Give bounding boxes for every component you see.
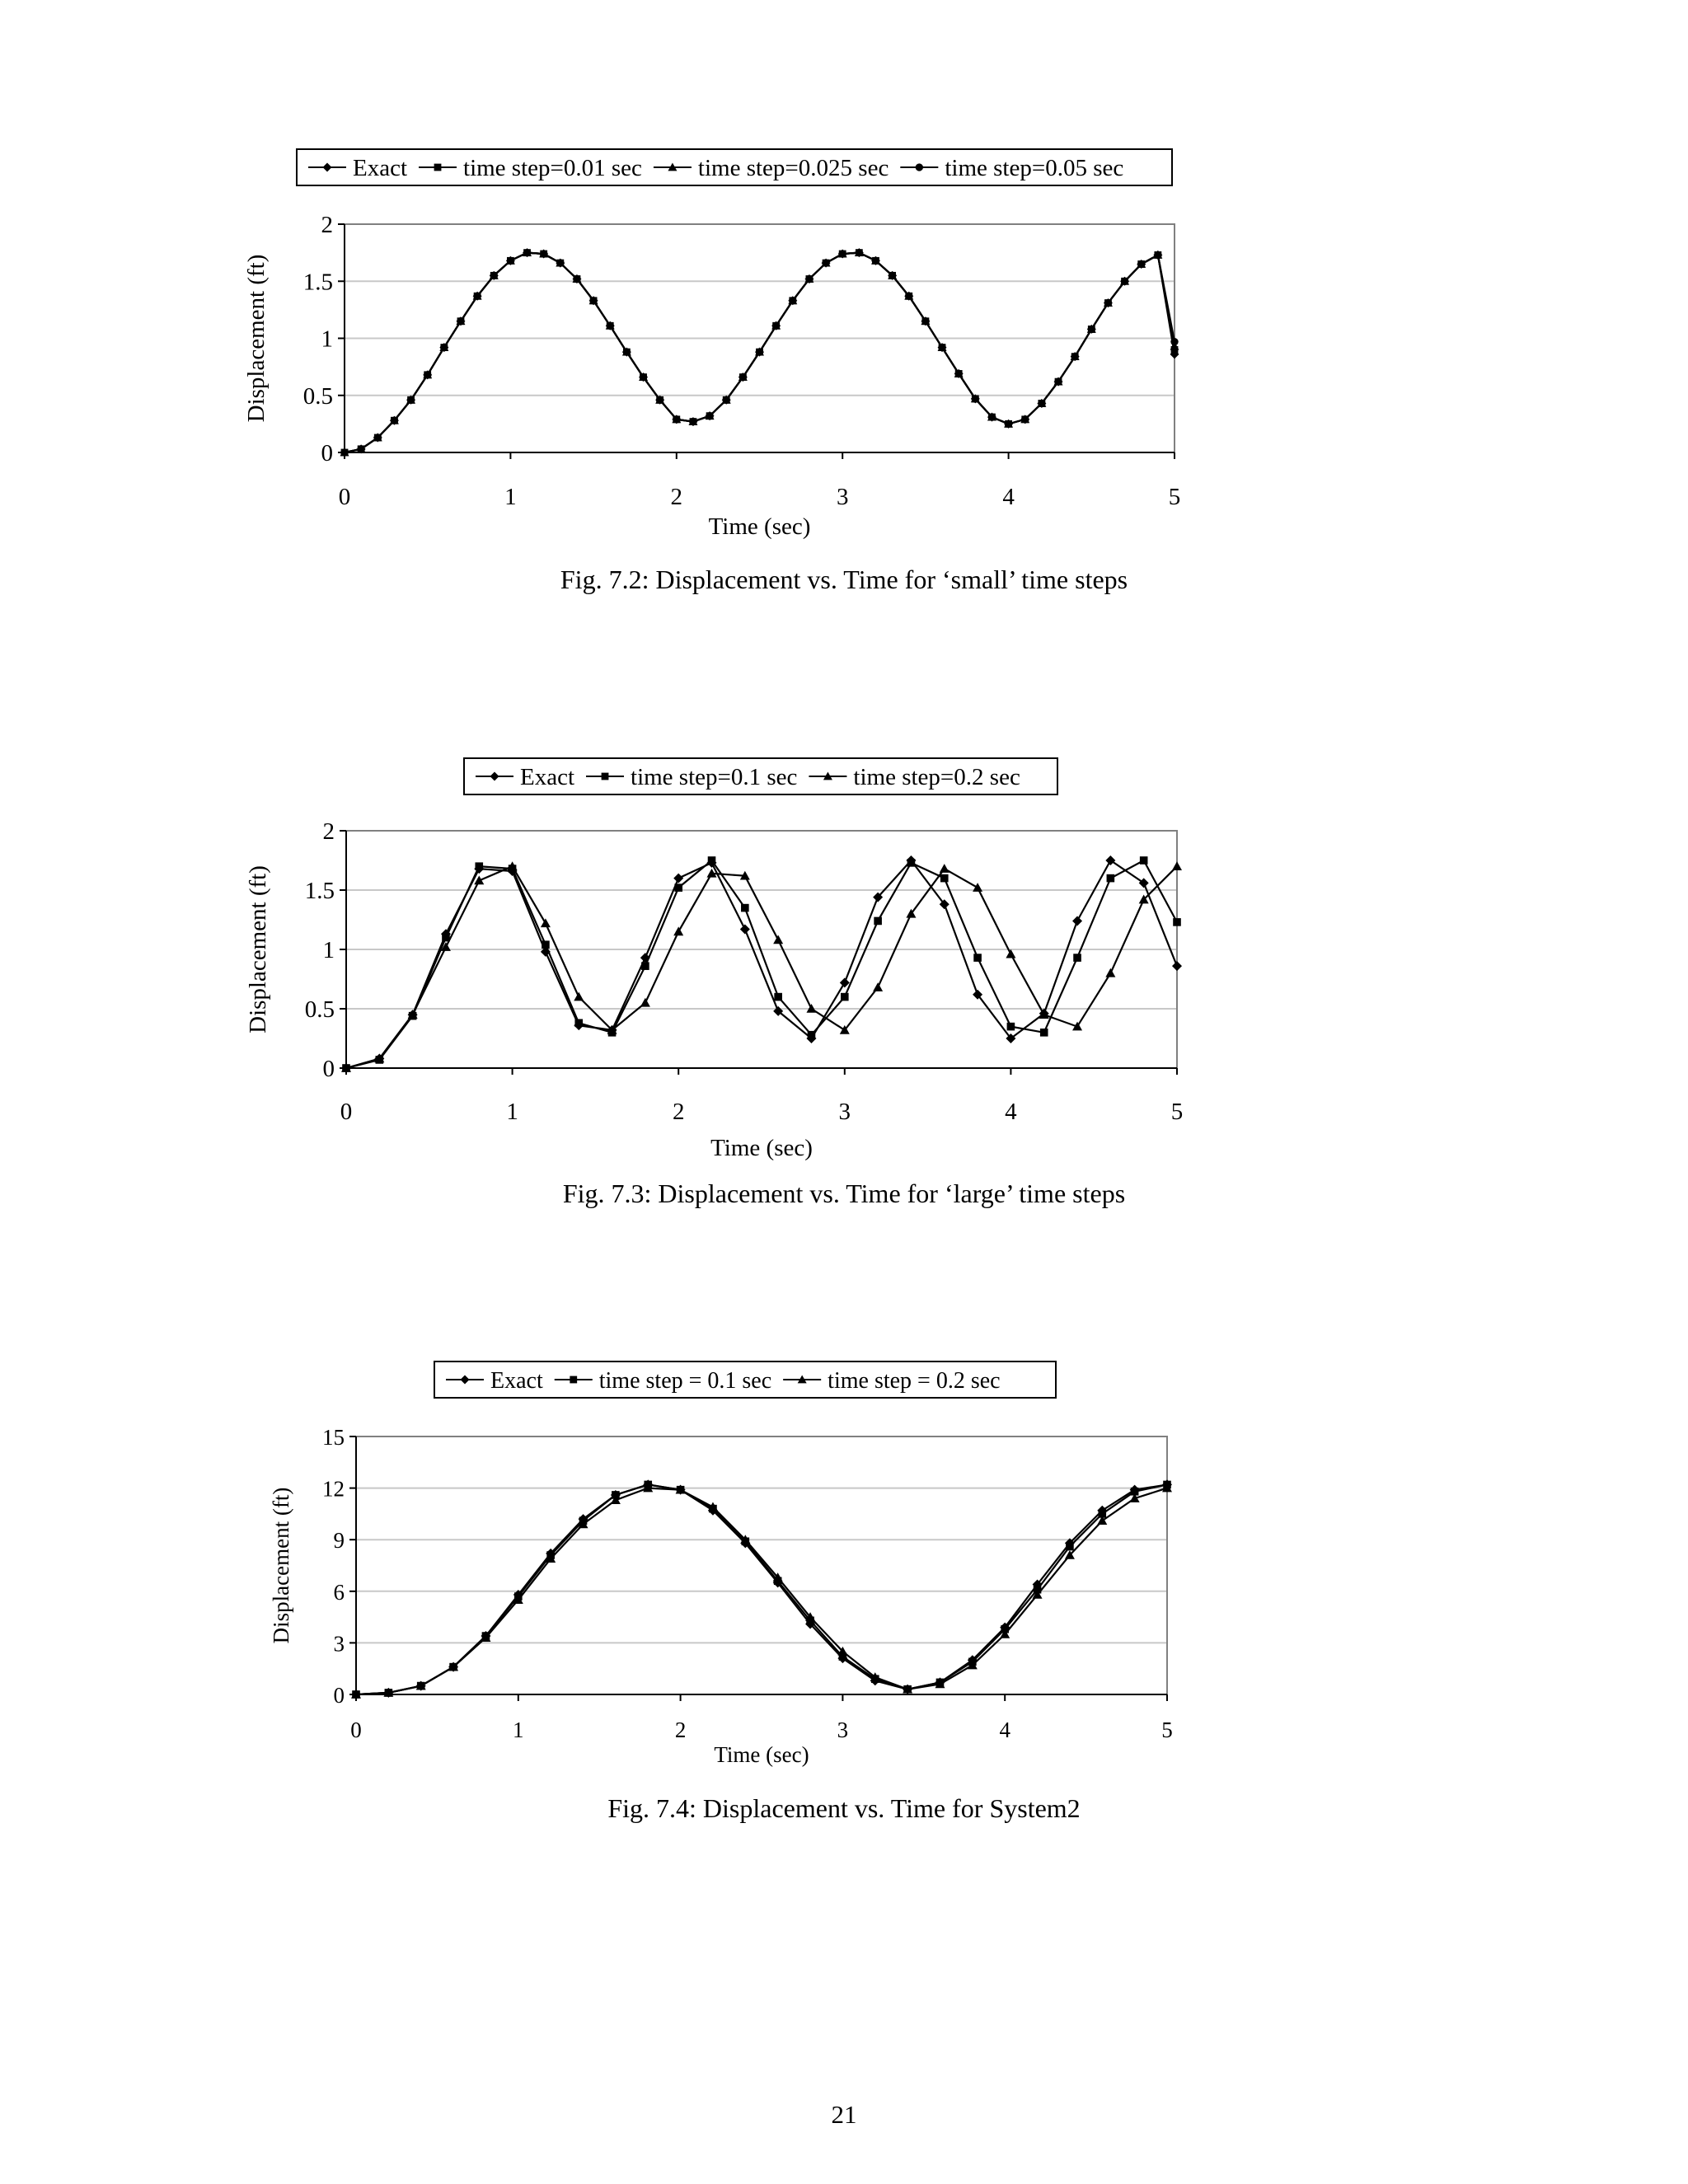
data-point <box>756 348 763 355</box>
data-point <box>741 904 749 912</box>
data-point <box>656 396 663 404</box>
data-point <box>573 275 580 283</box>
legend-label: time step=0.1 sec <box>631 764 798 790</box>
data-point <box>1066 1543 1074 1551</box>
legend <box>464 758 1057 794</box>
data-point <box>623 348 631 355</box>
x-axis-label: Time (sec) <box>708 513 811 540</box>
x-tick-label: 1 <box>504 484 517 510</box>
data-point <box>921 317 929 325</box>
y-tick-label: 0.5 <box>304 996 335 1023</box>
data-point <box>1140 856 1148 865</box>
y-axis-label: Displacement (ft) <box>269 1487 293 1644</box>
x-tick-label: 3 <box>836 484 849 510</box>
chart-fig-7-4 <box>0 1343 1688 1767</box>
data-point <box>1137 260 1145 268</box>
figure-caption: Fig. 7.2: Displacement vs. Time for ‘small’ time steps <box>560 565 1128 594</box>
legend-label: Exact <box>520 764 575 790</box>
y-tick-label: 1 <box>321 326 333 353</box>
y-tick-label: 1.5 <box>304 878 335 904</box>
data-point <box>574 992 584 1001</box>
data-point <box>739 373 747 381</box>
gridlines <box>346 831 1177 1068</box>
data-point <box>641 962 649 970</box>
data-point <box>973 954 982 962</box>
data-point <box>874 917 882 926</box>
data-point <box>708 856 716 865</box>
data-point <box>540 250 547 257</box>
data-point <box>889 272 896 279</box>
data-point <box>1170 338 1178 345</box>
y-axis-label: Displacement (ft) <box>245 865 271 1033</box>
data-point <box>391 417 398 424</box>
data-point <box>1006 949 1015 958</box>
data-point <box>905 293 912 300</box>
data-point <box>1071 353 1078 360</box>
legend-label: time step=0.01 sec <box>463 155 642 181</box>
y-tick-label: 15 <box>322 1425 345 1450</box>
data-point <box>1088 326 1095 333</box>
legend-label: time step = 0.1 sec <box>598 1368 772 1394</box>
chart-fig-7-3 <box>0 750 1688 1179</box>
legend-label: Exact <box>353 155 408 181</box>
data-point <box>673 874 683 883</box>
data-point <box>1105 855 1115 865</box>
data-point <box>789 297 796 304</box>
plot-area <box>356 1436 1167 1694</box>
y-tick-label: 1 <box>322 937 335 963</box>
series-line <box>346 860 1177 1068</box>
data-point <box>674 883 682 892</box>
x-tick-label: 0 <box>338 484 351 510</box>
legend <box>297 149 1172 185</box>
data-point <box>938 344 945 351</box>
data-point <box>856 249 863 256</box>
x-tick-label: 3 <box>838 1099 851 1125</box>
data-point <box>1021 415 1029 423</box>
legend-marker <box>434 164 442 171</box>
y-tick-label: 0.5 <box>302 382 333 410</box>
data-point <box>1107 874 1115 883</box>
data-point <box>473 293 481 300</box>
data-point <box>574 1019 583 1027</box>
data-point <box>973 883 982 892</box>
x-tick-label: 0 <box>340 1099 353 1125</box>
data-point <box>556 259 564 266</box>
data-point <box>839 250 846 257</box>
series-2 <box>352 1481 1171 1699</box>
data-point <box>1005 420 1012 428</box>
data-point <box>407 396 415 404</box>
data-point <box>955 370 963 377</box>
data-point <box>640 373 647 381</box>
legend-label: Exact <box>490 1368 543 1394</box>
chart-fig-7-2 <box>0 140 1688 569</box>
data-point <box>1007 1023 1015 1031</box>
data-point <box>457 317 464 325</box>
y-axis-label: Displacement (ft) <box>243 254 270 423</box>
y-tick-label: 1.5 <box>302 269 333 296</box>
y-tick-label: 0 <box>321 440 333 466</box>
data-point <box>772 322 780 330</box>
data-point <box>374 434 382 441</box>
x-tick-label: 4 <box>1005 1099 1017 1125</box>
data-point <box>1040 1029 1048 1037</box>
y-tick-label: 9 <box>333 1528 345 1554</box>
data-point <box>673 926 683 935</box>
data-point <box>689 418 696 425</box>
figure-caption: Fig. 7.3: Displacement vs. Time for ‘large’ time steps <box>562 1179 1126 1208</box>
x-tick-label: 2 <box>674 1718 687 1742</box>
gridlines <box>356 1436 1167 1694</box>
series-1 <box>341 855 1182 1073</box>
data-point <box>1139 878 1149 888</box>
series-4 <box>340 249 1178 457</box>
series-line <box>356 1484 1167 1694</box>
data-point <box>541 918 551 927</box>
y-tick-label: 12 <box>322 1476 345 1502</box>
data-point <box>542 940 550 949</box>
x-tick-label: 5 <box>1170 1099 1184 1125</box>
x-tick-label: 4 <box>1002 484 1015 510</box>
x-tick-label: 2 <box>672 1099 685 1125</box>
x-tick-label: 1 <box>513 1718 524 1742</box>
data-point <box>340 448 348 456</box>
data-point <box>808 1031 816 1039</box>
data-point <box>907 859 916 867</box>
x-tick-label: 5 <box>1161 1718 1173 1742</box>
data-point <box>607 322 614 330</box>
data-point <box>1105 968 1115 977</box>
data-point <box>1104 299 1112 307</box>
figure-caption: Fig. 7.4: Displacement vs. Time for System2 <box>607 1793 1081 1823</box>
data-point <box>640 998 650 1007</box>
data-point <box>822 259 829 266</box>
x-axis-label: Time (sec) <box>710 1135 813 1161</box>
data-point <box>1072 916 1082 926</box>
data-point <box>841 993 849 1001</box>
data-point <box>840 977 850 987</box>
data-point <box>1172 961 1182 971</box>
data-point <box>805 275 813 283</box>
legend-marker <box>916 163 923 171</box>
data-point <box>507 257 514 265</box>
data-point <box>940 864 950 873</box>
series-2 <box>342 856 1181 1072</box>
x-tick-label: 1 <box>506 1099 518 1125</box>
x-tick-label: 3 <box>837 1718 849 1742</box>
x-tick-label: 4 <box>999 1718 1010 1742</box>
data-point <box>1073 954 1081 962</box>
data-point <box>673 415 680 423</box>
y-tick-label: 0 <box>322 1056 335 1082</box>
legend-label: time step=0.025 sec <box>697 155 889 181</box>
series-1 <box>351 1479 1172 1699</box>
data-point <box>440 344 448 351</box>
data-point <box>523 249 531 256</box>
data-point <box>723 396 730 404</box>
data-point <box>972 395 979 402</box>
data-point <box>1172 861 1182 870</box>
legend <box>434 1361 1056 1398</box>
data-point <box>589 297 597 304</box>
page-number: 21 <box>831 2100 857 2129</box>
legend-marker <box>602 773 609 780</box>
data-point <box>1121 278 1128 285</box>
data-point <box>1173 918 1181 926</box>
data-point <box>424 371 431 378</box>
data-point <box>988 413 996 420</box>
data-point <box>1154 251 1161 259</box>
data-point <box>774 993 782 1001</box>
legend-label: time step=0.05 sec <box>945 155 1124 181</box>
series-line <box>346 866 1177 1068</box>
x-tick-label: 5 <box>1168 484 1181 510</box>
data-point <box>706 412 713 419</box>
x-axis-label: Time (sec) <box>714 1742 809 1767</box>
data-point <box>1054 377 1062 385</box>
x-tick-label: 0 <box>350 1718 362 1742</box>
legend-label: time step = 0.2 sec <box>828 1368 1001 1394</box>
data-point <box>873 982 883 991</box>
data-point <box>773 935 783 944</box>
data-point <box>475 862 483 870</box>
y-tick-label: 2 <box>321 212 333 238</box>
data-point <box>1038 400 1045 407</box>
x-tick-label: 2 <box>670 484 683 510</box>
series-line <box>356 1484 1167 1694</box>
data-point <box>740 925 750 935</box>
y-tick-label: 3 <box>333 1631 345 1657</box>
data-point <box>872 257 879 265</box>
gridlines <box>345 224 1175 452</box>
y-tick-label: 0 <box>333 1683 345 1708</box>
y-tick-label: 6 <box>333 1579 345 1605</box>
legend-label: time step=0.2 sec <box>853 764 1020 790</box>
data-point <box>490 272 498 279</box>
data-point <box>940 874 949 883</box>
legend-marker <box>570 1376 577 1384</box>
series-line <box>346 860 1177 1068</box>
data-point <box>357 445 364 452</box>
y-tick-label: 2 <box>322 818 335 845</box>
